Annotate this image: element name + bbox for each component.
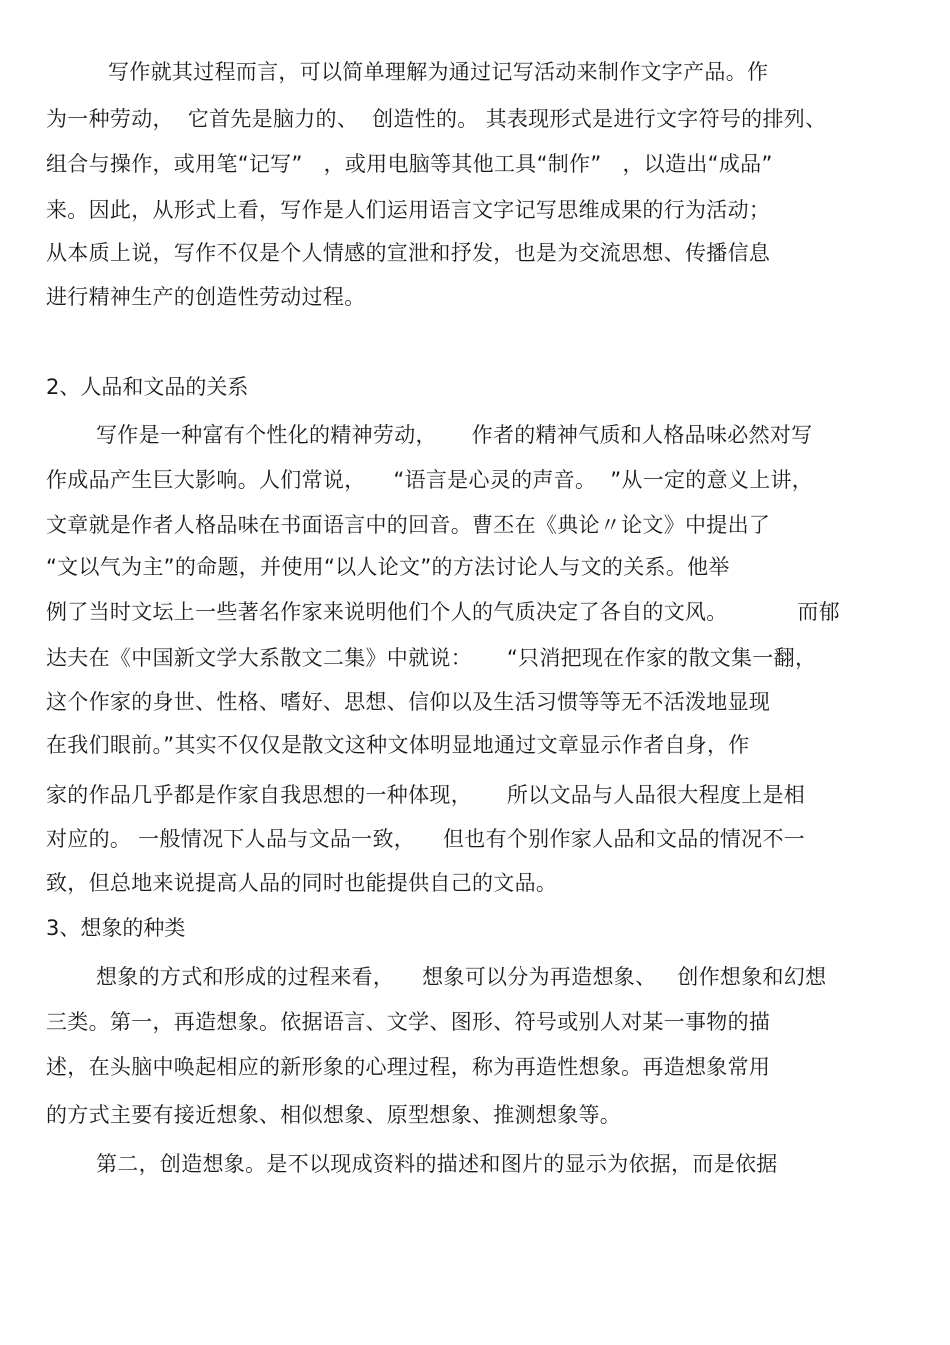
paragraph-line: 为一种劳动， 它首先是脑力的、 创造性的。 其表现形式是进行文字符号的排列、 <box>46 107 827 131</box>
paragraph-line: 第二，创造想象。是不以现成资料的描述和图片的显示为依据，而是依据 <box>96 1152 778 1176</box>
paragraph-line: 这个作家的身世、性格、嗜好、思想、信仰以及生活习惯等等无不活泼地显现 <box>46 690 771 714</box>
paragraph-line: 组合与操作，或用笔“记写” ，或用电脑等其他工具“制作” ，以造出“成品” <box>46 152 773 176</box>
paragraph-line: 文章就是作者人格品味在书面语言中的回音。曹丕在《典论〃论文》中提出了 <box>46 513 771 537</box>
paragraph-line: 的方式主要有接近想象、相似想象、原型想象、推测想象等。 <box>46 1103 622 1127</box>
paragraph-line: 来。因此，从形式上看，写作是人们运用语言文字记写思维成果的行为活动； <box>46 198 771 222</box>
paragraph-line: 写作是一种富有个性化的精神劳动， 作者的精神气质和人格品味必然对写 <box>96 423 813 447</box>
paragraph-line: 从本质上说，写作不仅是个人情感的宣泄和抒发，也是为交流思想、传播信息 <box>46 241 771 265</box>
paragraph-line: 作成品产生巨大影响。人们常说， “语言是心灵的声音。 ”从一定的意义上讲， <box>46 468 814 492</box>
paragraph-line: 致，但总地来说提高人品的同时也能提供自己的文品。 <box>46 871 558 895</box>
section-heading: 3、想象的种类 <box>46 916 186 940</box>
paragraph-line: 进行精神生产的创造性劳动过程。 <box>46 285 366 309</box>
paragraph-line: 达夫在《中国新文学大系散文二集》中就说： “只消把现在作家的散文集一翻， <box>46 646 817 670</box>
paragraph-line: 想象的方式和形成的过程来看， 想象可以分为再造想象、 创作想象和幻想 <box>96 965 827 989</box>
paragraph-line: 对应的。 一般情况下人品与文品一致， 但也有个别作家人品和文品的情况不一 <box>46 827 806 851</box>
paragraph-line: 例了当时文坛上一些著名作家来说明他们个人的气质决定了各自的文风。 而郁 <box>46 600 840 624</box>
paragraph-line: 写作就其过程而言，可以简单理解为通过记写活动来制作文字产品。作 <box>108 60 769 84</box>
paragraph-line: 三类。第一，再造想象。依据语言、文学、图形、符号或别人对某一事物的描 <box>46 1010 771 1034</box>
paragraph-line: 在我们眼前。”其实不仅仅是散文这种文体明显地通过文章显示作者自身，作 <box>46 733 750 757</box>
paragraph-line: 述，在头脑中唤起相应的新形象的心理过程，称为再造性想象。再造想象常用 <box>46 1055 771 1079</box>
paragraph-line: “文以气为主”的命题，并使用“以人论文”的方法讨论人与文的关系。他举 <box>46 555 730 579</box>
section-heading: 2、人品和文品的关系 <box>46 375 249 399</box>
paragraph-line: 家的作品几乎都是作家自我思想的一种体现， 所以文品与人品很大程度上是相 <box>46 783 806 807</box>
